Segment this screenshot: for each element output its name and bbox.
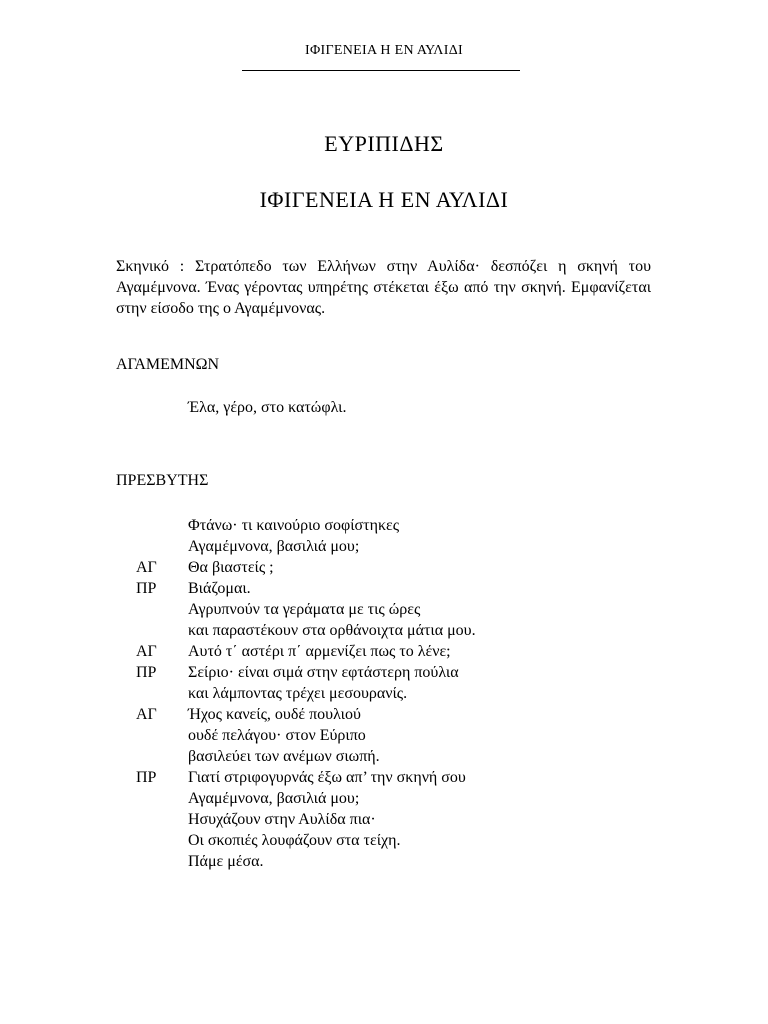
dialogue-row [116,788,676,809]
dialogue-line: Πάμε μέσα. [188,853,264,870]
dialogue-row [116,683,676,704]
dialogue-row [116,641,676,662]
dialogue-row [116,767,676,788]
dialogue-row [116,662,676,683]
speaker-abbreviation: ΠΡ [136,664,157,681]
dialogue-line: Ήχος κανείς, ουδέ πουλιού [188,706,361,723]
running-header: ΙΦΙΓΕΝΕΙΑ Η ΕΝ ΑΥΛΙΔΙ [305,43,463,58]
dialogue-row [116,725,676,746]
dialogue-line: Ησυχάζουν στην Αυλίδα πια· [188,811,376,828]
dialogue-row [116,557,676,578]
speaker-abbreviation [116,746,188,767]
author-heading: ΕΥΡΙΠΙΔΗΣ [324,131,444,156]
dialogue-block [116,515,676,872]
dialogue-line: και παραστέκουν στα ορθάνοιχτα μάτια μου. [188,622,476,639]
dialogue-line: βασιλεύει των ανέμων σιωπή. [188,748,380,765]
dialogue-line: και λάμποντας τρέχει μεσουρανίς. [188,685,408,702]
dialogue-row [116,599,676,620]
speaker-heading-presvytis: ΠΡΕΣΒΥΤΗΣ [116,472,209,489]
dialogue-row [116,851,676,872]
speaker-abbreviation [116,788,188,809]
dialogue-row [116,515,676,536]
play-title: ΙΦΙΓΕΝΕΙΑ Η ΕΝ ΑΥΛΙΔΙ [259,187,509,212]
speaker-abbreviation [116,851,188,872]
speaker-abbreviation: ΠΡ [136,769,157,786]
dialogue-row [116,578,676,599]
stage-direction: Σκηνικό : Στρατόπεδο των Ελλήνων στην Αυλίδα· δεσπόζει η σκηνή του Αγαμέμνονα. Ένας γέροντας υπηρέτης στέκεται έξω από την σκηνή. Εμφανίζεται στην είσοδο της ο Αγαμέμνονας. [116,258,651,317]
speaker-abbreviation: ΠΡ [136,580,157,597]
dialogue-line: Έλα, γέρο, στο κατώφλι. [188,399,347,416]
dialogue-row [116,536,676,557]
dialogue-line: Σείριο· είναι σιμά στην εφτάστερη πούλια [188,664,459,681]
speaker-abbreviation [116,809,188,830]
speaker-abbreviation: ΑΓ [136,643,157,660]
speaker-abbreviation [116,683,188,704]
dialogue-row [116,809,676,830]
speaker-abbreviation [116,536,188,557]
header-rule [242,70,520,71]
dialogue-line: Γιατί στριφογυρνάς έξω απ’ την σκηνή σου [188,769,466,786]
dialogue-line: Βιάζομαι. [188,580,251,597]
speaker-abbreviation: ΑΓ [136,706,157,723]
dialogue-line: Φτάνω· τι καινούριο σοφίστηκες [188,517,400,534]
dialogue-row [116,830,676,851]
speaker-abbreviation: ΑΓ [136,559,157,576]
dialogue-line: Αγαμέμνονα, βασιλιά μου; [188,790,360,807]
speaker-abbreviation [116,830,188,851]
dialogue-line: ουδέ πελάγου· στον Εύριπο [188,727,366,744]
dialogue-row [116,704,676,725]
speaker-abbreviation [116,725,188,746]
dialogue-line: Αυτό τ΄ αστέρι π΄ αρμενίζει πως το λένε; [188,643,451,660]
speaker-abbreviation [116,599,188,620]
dialogue-line: Αγαμέμνονα, βασιλιά μου; [188,538,360,555]
dialogue-row [116,746,676,767]
dialogue-line: Θα βιαστείς ; [188,559,274,576]
speaker-abbreviation [116,515,188,536]
dialogue-line: Αγρυπνούν τα γεράματα με τις ώρες [188,601,421,618]
speaker-abbreviation [116,620,188,641]
speaker-heading-agamemnon: ΑΓΑΜΕΜΝΩΝ [116,356,220,373]
dialogue-line: Οι σκοπιές λουφάζουν στα τείχη. [188,832,401,849]
dialogue-row [116,620,676,641]
